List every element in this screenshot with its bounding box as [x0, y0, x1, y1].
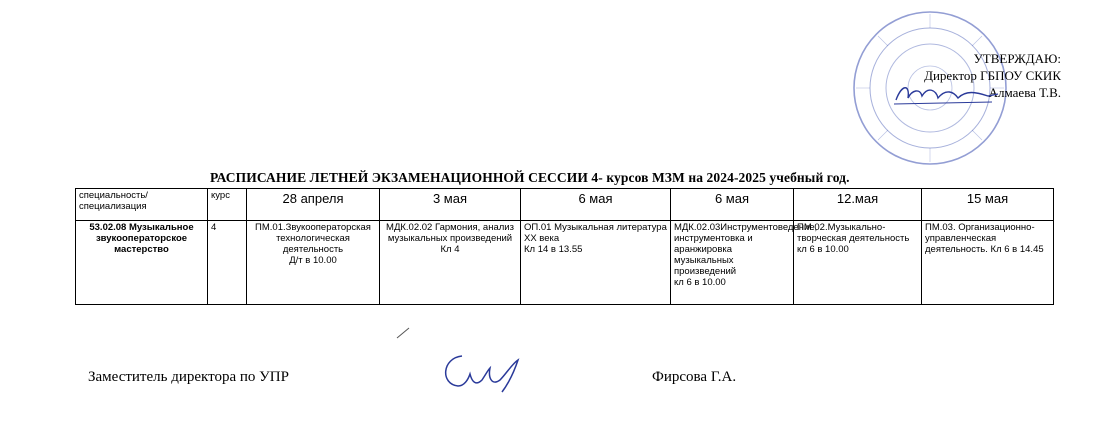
- exam-subject: ПМ.02.Музыкально-творческая деятельность: [797, 222, 910, 244]
- exam-cell: [671, 221, 818, 305]
- exam-subject: МДК.02.03Инструментоведение, инструментовка и аранжировка музыкальных произведений: [674, 222, 818, 277]
- exam-cell: [922, 221, 1054, 305]
- exam-cell: [247, 221, 380, 305]
- header-date: 6 мая: [671, 189, 794, 221]
- specialty-cell: 53.02.08 Музыкальное звукооператорское мастерство: [76, 221, 208, 305]
- exam-subject: ПМ.03. Организационно-управленческая деятельность. Кл 6 в 14.45: [925, 222, 1044, 255]
- header-date: 3 мая: [380, 189, 521, 221]
- exam-cell: [380, 221, 521, 305]
- header-date: 12.мая: [794, 189, 922, 221]
- exam-cell: [521, 221, 671, 305]
- header-course: курс: [208, 189, 247, 221]
- exam-schedule-table: [75, 188, 1054, 305]
- exam-cell: [794, 221, 922, 305]
- exam-subject: МДК.02.02 Гармония, анализ музыкальных произведений: [386, 222, 514, 244]
- approval-heading: УТВЕРЖДАЮ:: [973, 51, 1061, 66]
- deputy-position: Заместитель директора по УПР: [88, 369, 289, 385]
- approval-director-name: Алмаева Т.В.: [988, 85, 1061, 100]
- deputy-name: Фирсова Г.А.: [652, 369, 737, 385]
- header-date: 28 апреля: [247, 189, 380, 221]
- exam-time: кл 6 в 10.00: [797, 244, 849, 255]
- exam-time: кл 6 в 10.00: [674, 277, 726, 288]
- course-cell: 4: [208, 221, 247, 305]
- header-specialty: специальность/специализация: [76, 189, 208, 221]
- exam-time: Кл 4: [440, 244, 460, 255]
- exam-time: Д/т в 10.00: [289, 255, 337, 266]
- header-date: 6 мая: [521, 189, 671, 221]
- exam-subject: ОП.01 Музыкальная литература XX века: [524, 222, 667, 244]
- pen-tick-mark: [395, 326, 411, 340]
- approval-director-title: Директор ГБПОУ СКИК: [924, 68, 1061, 83]
- deputy-signature: [432, 346, 532, 396]
- exam-time: Кл 14 в 13.55: [524, 244, 583, 255]
- director-signature: [892, 80, 1002, 110]
- exam-subject: ПМ.01.Звукооператорская технологическая деятельность: [255, 222, 371, 255]
- table-header-row: [76, 189, 1054, 221]
- header-date: 15 мая: [922, 189, 1054, 221]
- schedule-title: РАСПИСАНИЕ ЛЕТНЕЙ ЭКЗАМЕНАЦИОННОЙ СЕССИИ 4- курсов МЗМ на 2024-2025 учебный год.: [210, 170, 850, 185]
- table-row: [76, 221, 1054, 305]
